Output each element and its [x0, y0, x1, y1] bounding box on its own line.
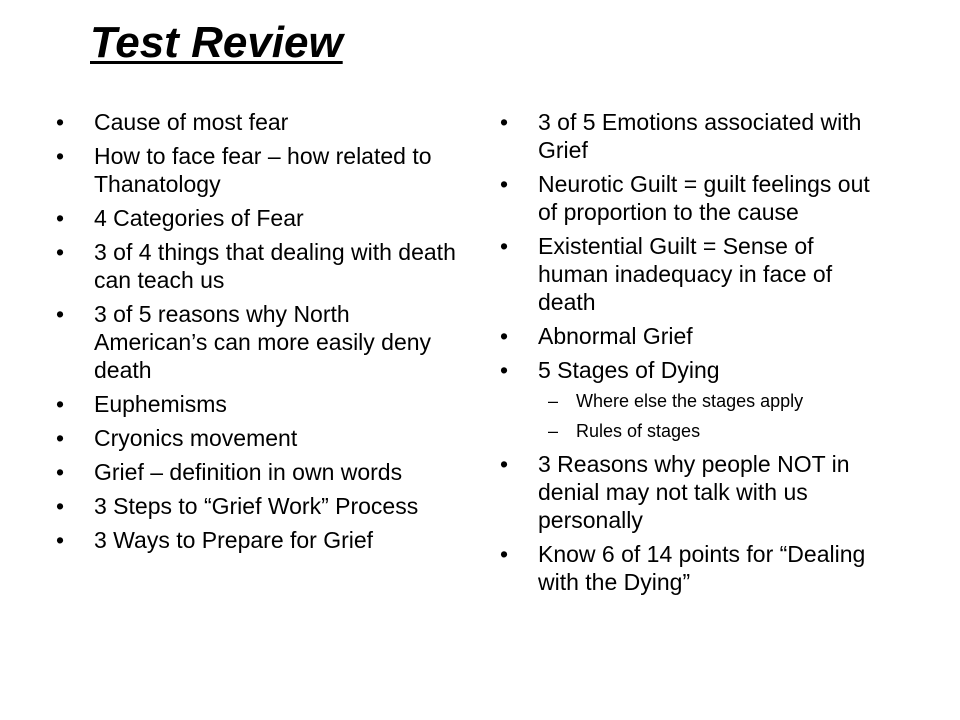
- sub-list-item: [548, 390, 870, 412]
- list-item-text: 3 Ways to Prepare for Grief: [94, 527, 374, 553]
- list-item: [500, 170, 870, 226]
- bullet-icon: •: [500, 109, 509, 135]
- list-item: [56, 526, 461, 554]
- bullet-icon: •: [56, 109, 65, 135]
- list-item-text: Abnormal Grief: [538, 323, 693, 349]
- bullet-icon: •: [500, 357, 509, 383]
- left-bullet-list: [56, 108, 461, 560]
- dash-icon: –: [548, 391, 559, 411]
- list-item-text: Existential Guilt = Sense of human inadequacy in face of death: [538, 233, 833, 315]
- list-item-text: Neurotic Guilt = guilt feelings out of proportion to the cause: [538, 171, 870, 225]
- list-item-text: 3 of 5 reasons why North American’s can more easily deny death: [94, 301, 432, 383]
- sub-list-item: [548, 420, 870, 442]
- list-item: [56, 492, 461, 520]
- bullet-icon: •: [56, 205, 65, 231]
- bullet-icon: •: [56, 391, 65, 417]
- sub-list-item-text: Where else the stages apply: [576, 391, 804, 411]
- list-item: [500, 232, 870, 316]
- list-item: [500, 322, 870, 350]
- bullet-icon: •: [56, 143, 65, 169]
- list-item-text: Cryonics movement: [94, 425, 298, 451]
- bullet-icon: •: [500, 171, 509, 197]
- bullet-icon: •: [500, 233, 509, 259]
- list-item-text: Cause of most fear: [94, 109, 289, 135]
- list-item-text: How to face fear – how related to Thanatology: [94, 143, 432, 197]
- list-item: [56, 204, 461, 232]
- bullet-icon: •: [500, 541, 509, 567]
- list-item-text: Know 6 of 14 points for “Dealing with the Dying”: [538, 541, 866, 595]
- sub-list-item-text: Rules of stages: [576, 421, 701, 441]
- list-item: [56, 390, 461, 418]
- list-item-text: 3 of 4 things that dealing with death can teach us: [94, 239, 456, 293]
- list-item-text: 4 Categories of Fear: [94, 205, 304, 231]
- bullet-icon: •: [56, 459, 65, 485]
- list-item-text: 3 Reasons why people NOT in denial may not talk with us personally: [538, 451, 850, 533]
- list-item-text: 3 Steps to “Grief Work” Process: [94, 493, 419, 519]
- list-item-text: Euphemisms: [94, 391, 227, 417]
- list-item: [500, 356, 870, 384]
- list-item: [56, 424, 461, 452]
- list-item: [500, 450, 870, 534]
- bullet-icon: •: [56, 239, 65, 265]
- bullet-icon: •: [500, 451, 509, 477]
- dash-icon: –: [548, 421, 559, 441]
- list-item: [56, 238, 461, 294]
- list-item-text: 5 Stages of Dying: [538, 357, 720, 383]
- list-item-text: Grief – definition in own words: [94, 459, 403, 485]
- slide-title: Test Review: [90, 18, 343, 67]
- list-item: [500, 108, 870, 164]
- list-item: [56, 108, 461, 136]
- list-item: [56, 458, 461, 486]
- list-item-text: 3 of 5 Emotions associated with Grief: [538, 109, 862, 163]
- right-bullet-list: [500, 108, 870, 602]
- bullet-icon: •: [56, 425, 65, 451]
- list-item: [56, 300, 461, 384]
- bullet-icon: •: [500, 323, 509, 349]
- list-item: [56, 142, 461, 198]
- bullet-icon: •: [56, 493, 65, 519]
- bullet-icon: •: [56, 301, 65, 327]
- bullet-icon: •: [56, 527, 65, 553]
- list-item: [500, 540, 870, 596]
